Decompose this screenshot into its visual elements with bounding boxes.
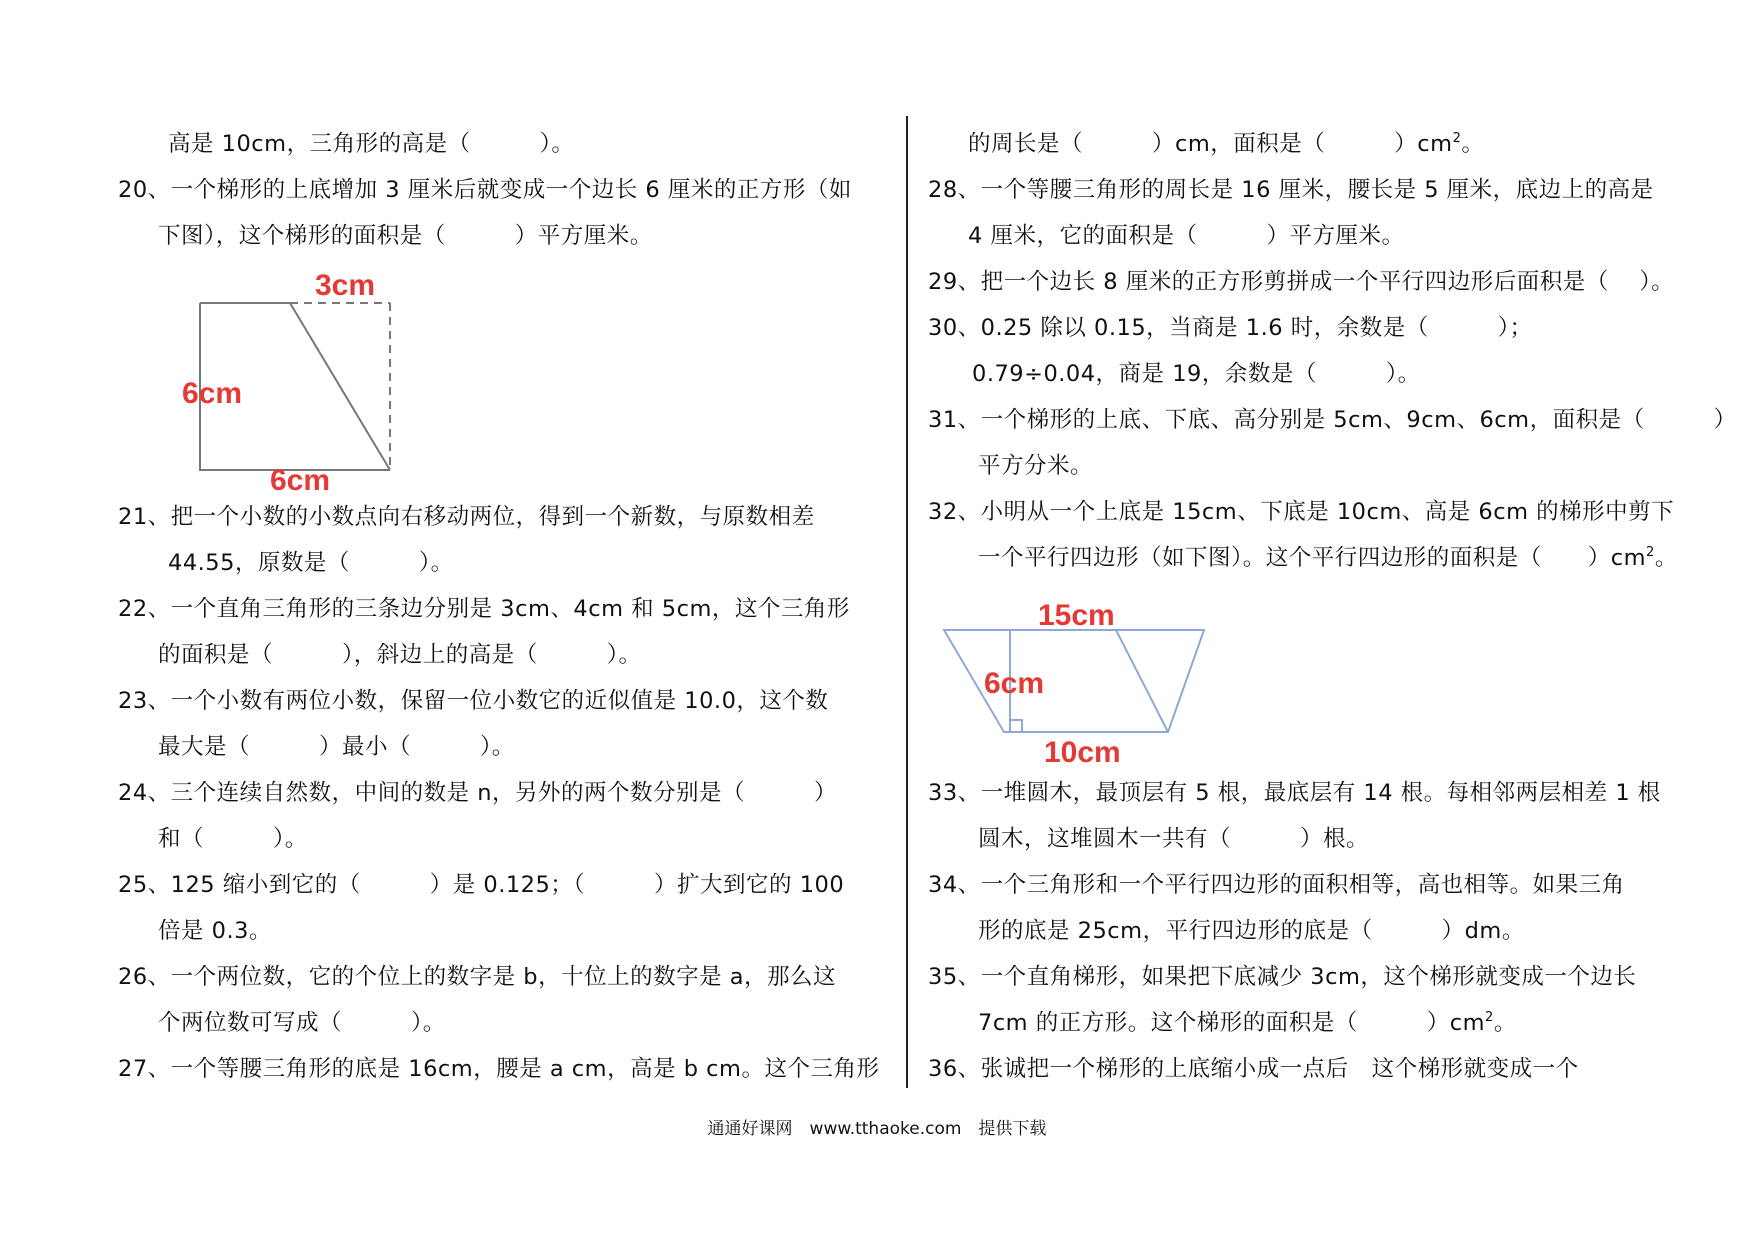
q20-label-left: 6cm xyxy=(182,377,243,410)
q23-line1: 23、一个小数有两位小数，保留一位小数它的近似值是 10.0，这个数 xyxy=(118,688,829,714)
q28-line2: 4 厘米，它的面积是（ ）平方厘米。 xyxy=(968,223,1405,249)
q25-line2: 倍是 0.3。 xyxy=(158,918,272,944)
q32-line2 xyxy=(978,543,1678,577)
q26-line2: 个两位数可写成（ ）。 xyxy=(158,1010,446,1036)
q27-tail-end: 。 xyxy=(1461,131,1485,157)
q35-line2-end: 。 xyxy=(1493,1010,1517,1036)
q32-line2-text: 一个平行四边形（如下图）。这个平行四边形的面积是（ ）cm xyxy=(978,545,1647,571)
q32-label-bottom: 10cm xyxy=(1044,736,1121,769)
q22-line1: 22、一个直角三角形的三条边分别是 3cm、4cm 和 5cm，这个三角形 xyxy=(118,596,850,622)
q32-line1: 32、小明从一个上底是 15cm、下底是 10cm、高是 6cm 的梯形中剪下 xyxy=(928,499,1675,525)
q30-line1: 30、0.25 除以 0.15，当商是 1.6 时，余数是（ ）； xyxy=(928,315,1533,341)
q31-line1: 31、一个梯形的上底、下底、高分别是 5cm、9cm、6cm，面积是（ ） xyxy=(928,407,1737,433)
q32-label-top: 15cm xyxy=(1038,599,1115,632)
q27-line1: 27、一个等腰三角形的底是 16cm，腰是 a cm，高是 b cm。这个三角形 xyxy=(118,1056,880,1082)
q34-line2: 形的底是 25cm，平行四边形的底是（ ）dm。 xyxy=(978,918,1525,944)
q22-line2: 的面积是（ ），斜边上的高是（ ）。 xyxy=(158,642,642,668)
q27-tail xyxy=(968,129,1484,163)
q29-line1: 29、把一个边长 8 厘米的正方形剪拼成一个平行四边形后面积是（ ）。 xyxy=(928,269,1675,295)
q20-line2: 下图），这个梯形的面积是（ ）平方厘米。 xyxy=(158,223,653,249)
q36-line1: 36、张诚把一个梯形的上底缩小成一点后 这个梯形就变成一个 xyxy=(928,1056,1579,1082)
column-divider xyxy=(906,116,908,1088)
q27-tail-sup: 2 xyxy=(1452,131,1462,146)
q26-line1: 26、一个两位数，它的个位上的数字是 b，十位上的数字是 a，那么这 xyxy=(118,964,837,990)
q32-line2-end: 。 xyxy=(1654,545,1678,571)
q20-label-top: 3cm xyxy=(315,269,376,302)
q32-line2-sup: 2 xyxy=(1646,545,1655,560)
q33-line1: 33、一堆圆木，最顶层有 5 根，最底层有 14 根。每相邻两层相差 1 根 xyxy=(928,780,1661,806)
page-footer: 通通好课网 www.tthaoke.com 提供下载 xyxy=(707,1119,1047,1139)
q33-line2: 圆木，这堆圆木一共有（ ）根。 xyxy=(978,826,1370,852)
q20-figure xyxy=(170,265,410,495)
q24-line2: 和（ ）。 xyxy=(158,826,308,852)
q25-line1: 25、125 缩小到它的（ ）是 0.125；（ ）扩大到它的 100 xyxy=(118,872,845,898)
q24-line1: 24、三个连续自然数，中间的数是 n，另外的两个数分别是（ ） xyxy=(118,780,838,806)
q35-line1: 35、一个直角梯形，如果把下底减少 3cm，这个梯形就变成一个边长 xyxy=(928,964,1637,990)
q34-line1: 34、一个三角形和一个平行四边形的面积相等，高也相等。如果三角 xyxy=(928,872,1625,898)
q30-line2: 0.79÷0.04，商是 19，余数是（ ）。 xyxy=(972,361,1421,387)
q27-tail-text: 的周长是（ ）cm，面积是（ ）cm xyxy=(968,131,1453,157)
q31-line2: 平方分米。 xyxy=(978,453,1094,479)
q35-line2-text: 7cm 的正方形。这个梯形的面积是（ ）cm xyxy=(978,1010,1486,1036)
q32-label-height: 6cm xyxy=(984,667,1045,700)
q32-figure xyxy=(940,590,1210,770)
q20-line1: 20、一个梯形的上底增加 3 厘米后就变成一个边长 6 厘米的正方形（如 xyxy=(118,177,852,203)
q21-line1: 21、把一个小数的小数点向右移动两位，得到一个新数，与原数相差 xyxy=(118,504,815,530)
q28-line1: 28、一个等腰三角形的周长是 16 厘米，腰长是 5 厘米，底边上的高是 xyxy=(928,177,1654,203)
q23-line2: 最大是（ ）最小（ ）。 xyxy=(158,734,515,760)
q19-tail: 高是 10cm，三角形的高是（ ）。 xyxy=(168,131,575,157)
q20-label-bottom: 6cm xyxy=(270,464,331,495)
q35-line2-sup: 2 xyxy=(1485,1010,1494,1025)
q21-line2: 44.55，原数是（ ）。 xyxy=(168,550,454,576)
q35-line2 xyxy=(978,1008,1517,1042)
